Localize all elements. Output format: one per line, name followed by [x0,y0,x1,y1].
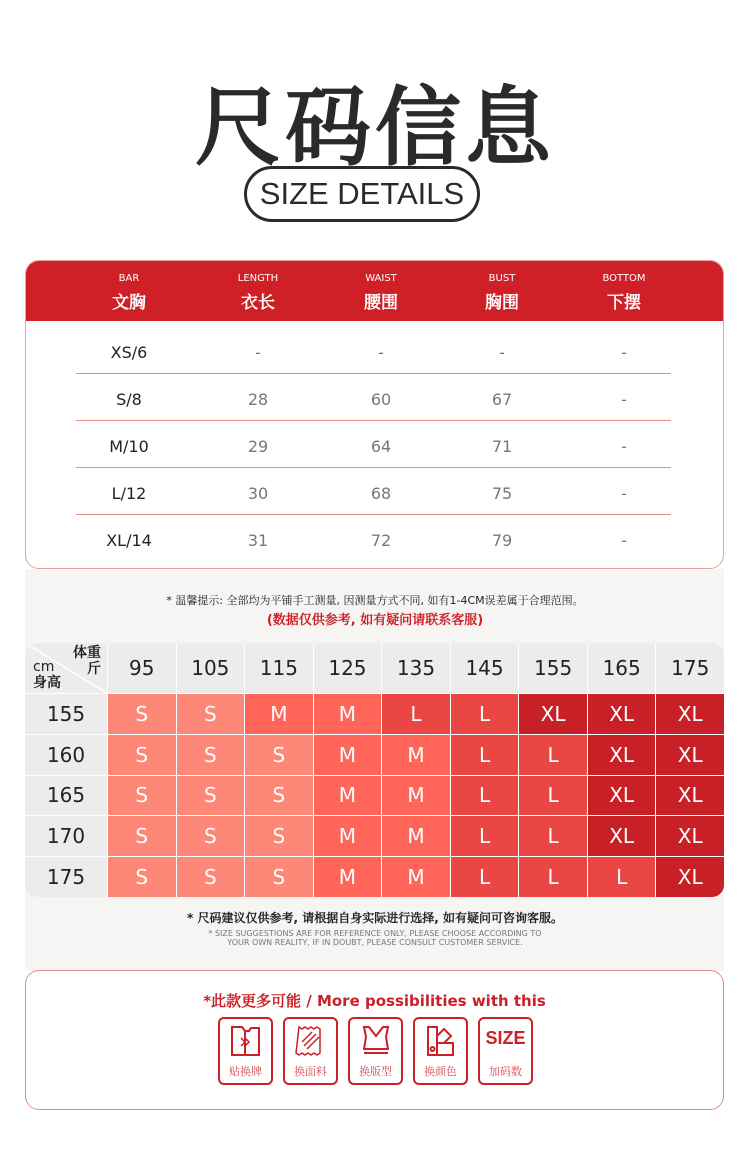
table-cell: - [621,343,627,362]
column-header-en: WAIST [365,273,397,284]
size-cell: M [382,776,450,816]
height-label: 身高 [33,675,61,691]
table-cell: - [378,343,384,362]
weight-header: 155 [519,643,587,693]
table-cell: 64 [370,437,392,456]
label-swap-icon [229,1024,263,1058]
color-swatch-icon [424,1024,458,1058]
weight-label: 体重 [73,645,101,661]
weight-header: 135 [382,643,450,693]
table-cell: 60 [370,390,392,409]
grid-corner [25,643,107,693]
table-cell: 28 [247,390,269,409]
option-size[interactable] [478,1017,533,1085]
height-header: 155 [25,694,107,734]
table-row [26,377,723,423]
size-cell: S [245,776,313,816]
table-cell: - [621,531,627,550]
option-pattern[interactable] [348,1017,403,1085]
size-cell: M [382,735,450,775]
size-cell: XL [588,735,656,775]
size-cell: L [451,857,519,897]
size-suggestion-cn: * 尺码建议仅供参考, 请根据自身实际进行选择, 如有疑问可咨询客服。 [187,911,563,925]
table-cell: S/8 [116,390,142,409]
size-cell: S [108,735,176,775]
more-possibilities-card [25,970,724,1110]
size-recommendation-grid [25,643,724,897]
option-label: 贴换牌 [229,1065,262,1078]
height-header: 175 [25,857,107,897]
table-cell: - [255,343,261,362]
table-cell: 72 [370,531,392,550]
size-cell: L [382,694,450,734]
weight-header: 115 [245,643,313,693]
table-cell: XS/6 [110,343,148,362]
weight-header: 125 [314,643,382,693]
size-cell: M [314,694,382,734]
size-cell: M [314,857,382,897]
size-cell: L [519,776,587,816]
size-cell: L [451,694,519,734]
size-cell: L [519,735,587,775]
weight-header: 95 [108,643,176,693]
size-cell: XL [588,776,656,816]
size-suggestion-en: * SIZE SUGGESTIONS ARE FOR REFERENCE ONLY, PLEASE CHOOSE ACCORDING TO YOUR OWN REALITY, IF IN DOUBT, PLEASE CONSULT CUSTOMER SERVICE. [208,929,542,947]
size-cell: S [245,857,313,897]
height-header: 170 [25,816,107,856]
size-cell: S [245,735,313,775]
size-cell: L [451,735,519,775]
table-cell: L/12 [111,484,147,503]
table-cell: 79 [491,531,513,550]
row-divider [76,467,671,468]
table-cell: - [621,390,627,409]
height-header: 165 [25,776,107,816]
size-cell: L [519,816,587,856]
column-header-cn: 下摆 [607,293,641,313]
size-cell: L [588,857,656,897]
table-cell: 67 [491,390,513,409]
table-cell: - [621,437,627,456]
table-cell: - [621,484,627,503]
size-cell: L [451,776,519,816]
weight-unit: 斤 [87,661,101,677]
row-divider [76,514,671,515]
weight-header: 165 [588,643,656,693]
table-row [26,330,723,376]
size-cell: S [108,694,176,734]
size-cell: M [314,816,382,856]
size-cell: S [108,816,176,856]
size-cell: S [177,694,245,734]
size-icon: SIZE [485,1028,526,1048]
weight-header: 175 [656,643,724,693]
option-fabric[interactable] [283,1017,338,1085]
size-cell: S [108,776,176,816]
size-cell: XL [588,816,656,856]
size-cell: S [245,816,313,856]
page-subtitle: SIZE DETAILS [244,166,480,222]
option-label: 换颜色 [424,1065,457,1078]
option-label: 换面料 [294,1065,327,1078]
table-row [26,471,723,517]
table-cell: 68 [370,484,392,503]
table-cell: 75 [491,484,513,503]
option-label: 换版型 [359,1065,392,1078]
more-possibilities-title: *此款更多可能 / More possibilities with this [203,992,546,1010]
size-cell: S [177,857,245,897]
size-cell: M [382,857,450,897]
row-divider [76,420,671,421]
height-header: 160 [25,735,107,775]
table-row [26,424,723,470]
size-cell: M [382,816,450,856]
column-header-en: BAR [118,273,140,284]
column-header-en: BUST [488,273,516,284]
table-cell: 29 [247,437,269,456]
column-header-cn: 腰围 [364,293,398,313]
option-color[interactable] [413,1017,468,1085]
size-cell: XL [656,735,724,775]
option-label-swap[interactable] [218,1017,273,1085]
size-cell: M [314,735,382,775]
table-cell: 31 [247,531,269,550]
size-cell: M [314,776,382,816]
measure-reference-note: (数据仅供参考, 如有疑问请联系客服) [266,613,484,628]
table-cell: XL/14 [106,531,152,550]
table-cell: M/10 [109,437,149,456]
weight-header: 145 [451,643,519,693]
row-divider [76,373,671,374]
option-label: 加码数 [489,1065,522,1078]
size-cell: S [177,816,245,856]
size-cell: XL [519,694,587,734]
measurement-table [25,260,724,569]
table-cell: 71 [491,437,513,456]
size-cell: S [177,735,245,775]
column-header-cn: 胸围 [485,293,519,313]
weight-header: 105 [177,643,245,693]
size-cell: XL [588,694,656,734]
size-cell: L [519,857,587,897]
column-header-en: LENGTH [237,273,279,284]
table-cell: 30 [247,484,269,503]
measure-tip: * 温馨提示: 全部均为平铺手工测量, 因测量方式不同, 如有1-4CM误差属于合理范围。 [166,594,584,607]
measurement-table-header [26,261,723,321]
column-header-cn: 衣长 [241,293,275,313]
column-header-cn: 文胸 [112,293,146,313]
size-cell: XL [656,816,724,856]
size-cell: XL [656,776,724,816]
column-header-en: BOTTOM [602,273,646,284]
size-cell: S [108,857,176,897]
size-cell: L [451,816,519,856]
fabric-icon [294,1024,328,1058]
size-cell: XL [656,694,724,734]
page-title: 尺码信息 [195,78,555,178]
size-cell: XL [656,857,724,897]
height-unit: cm [33,659,55,675]
size-cell: S [177,776,245,816]
table-cell: - [499,343,505,362]
table-row [26,518,723,564]
size-cell: M [245,694,313,734]
garment-pattern-icon [359,1024,393,1058]
